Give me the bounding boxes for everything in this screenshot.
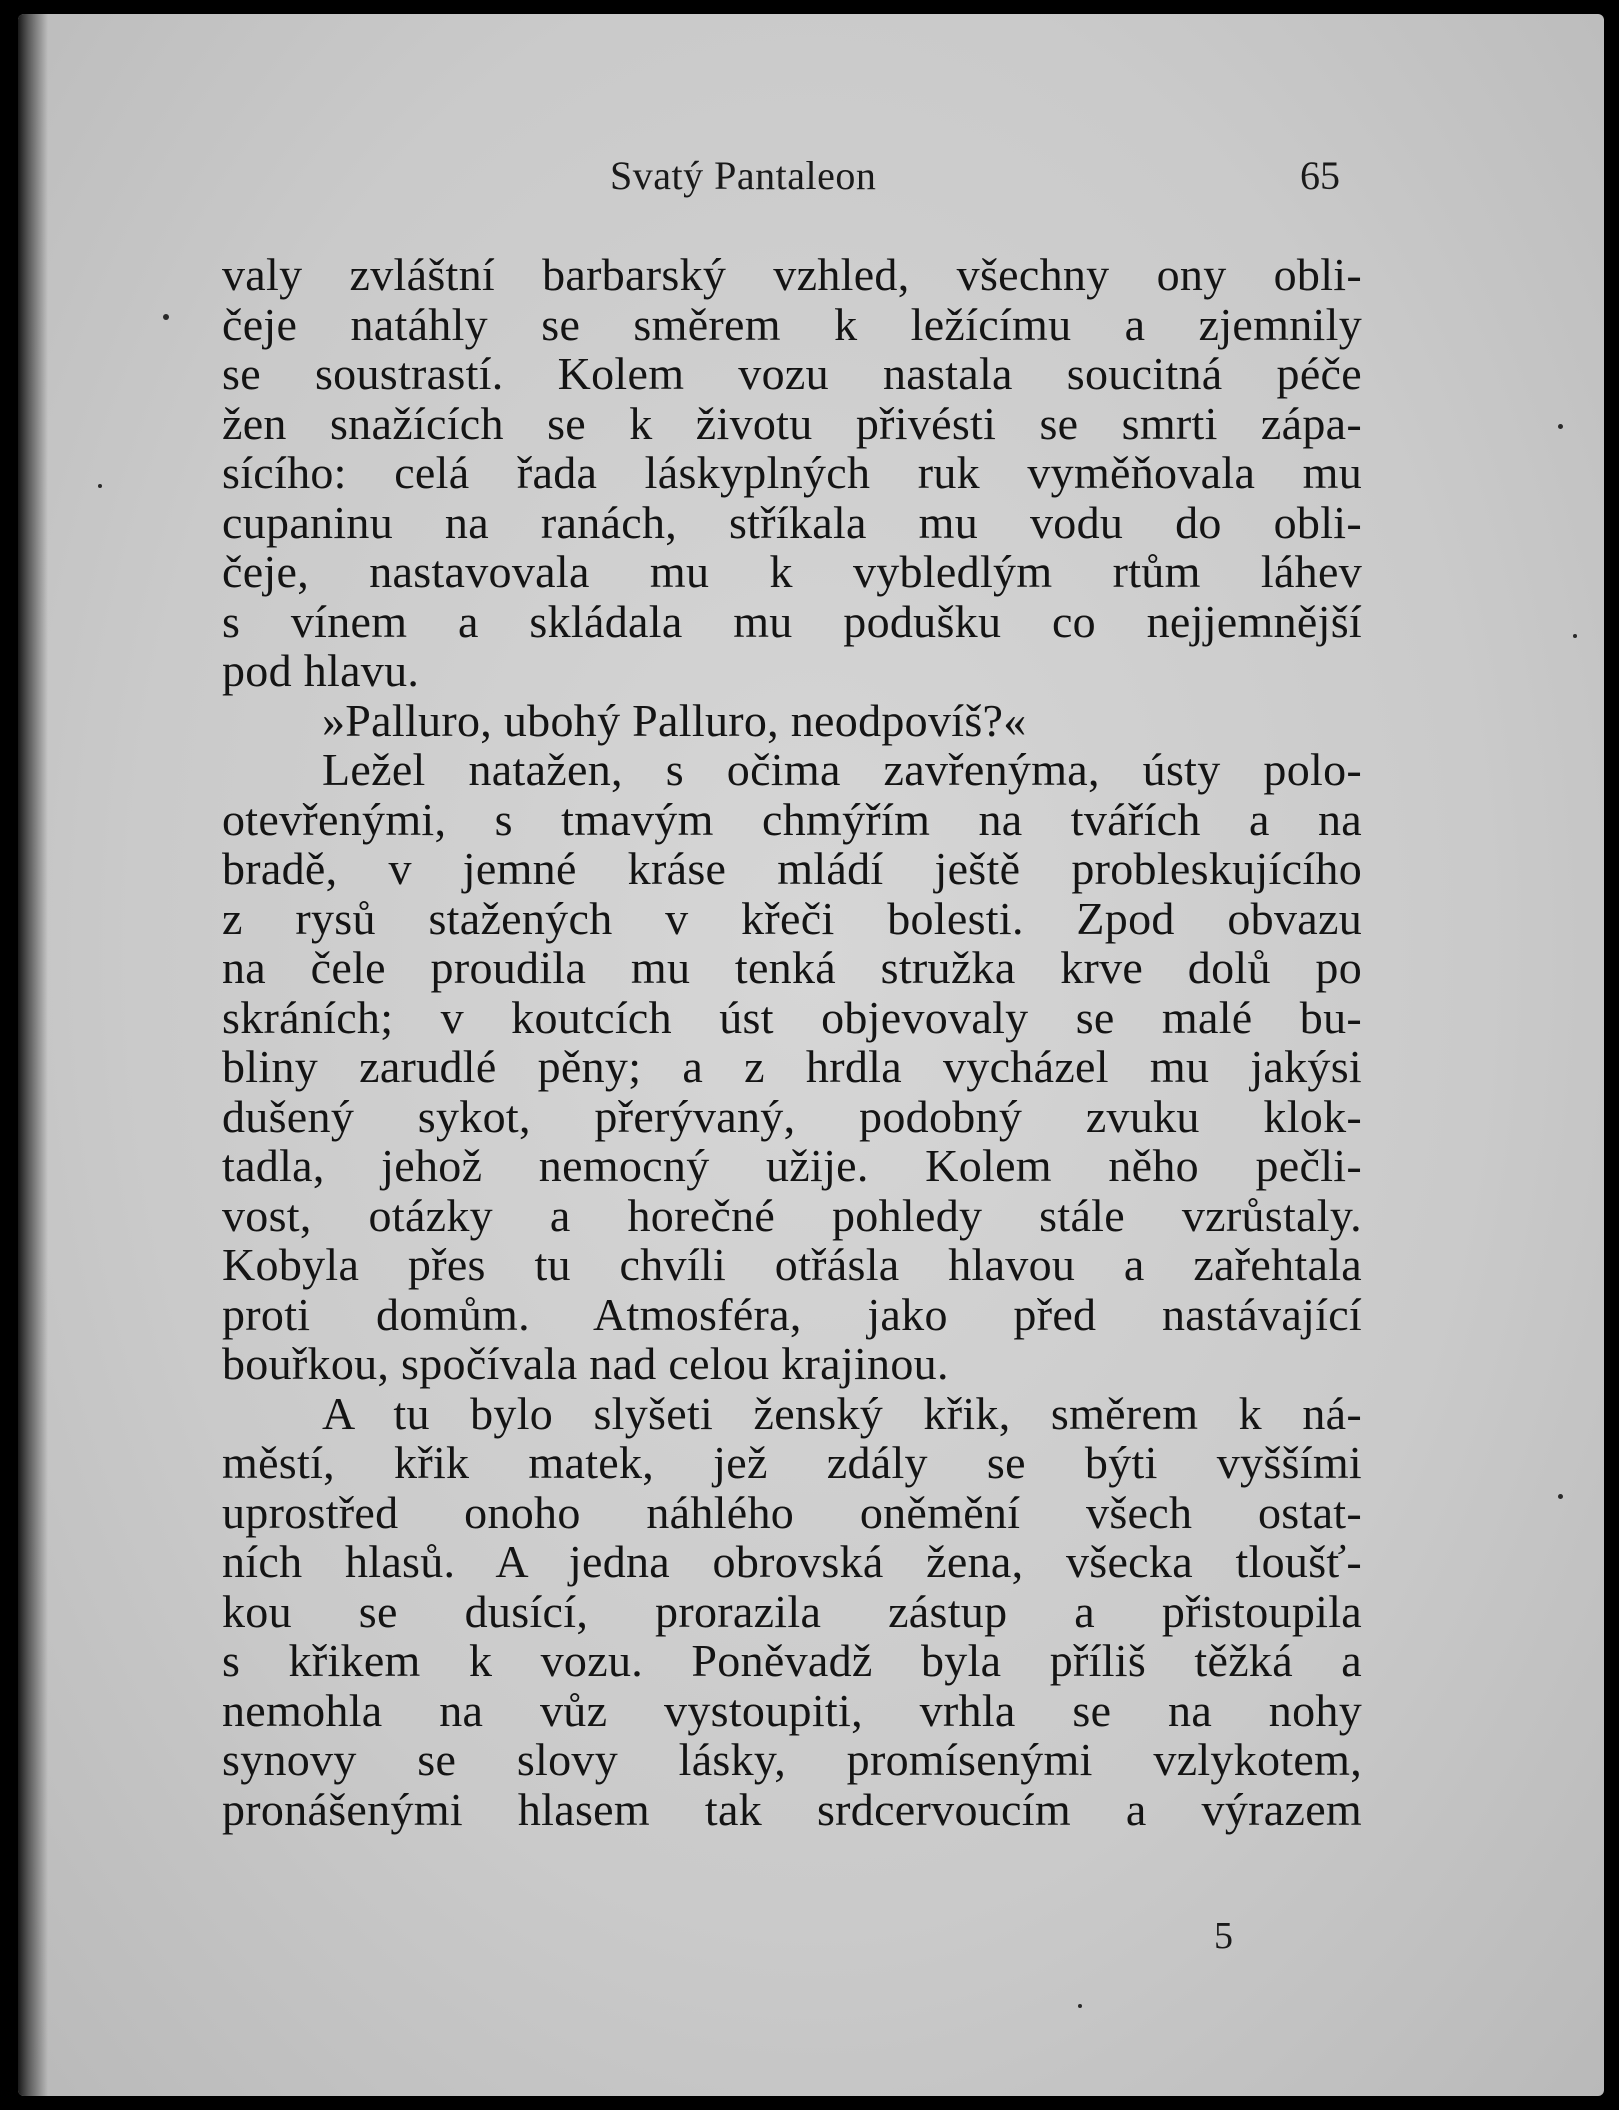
text-line: čeje natáhly se směrem k ležícímu a zjemnily — [222, 298, 1362, 350]
text-line: bouřkou, spočívala nad celou krajinou. — [222, 1338, 949, 1389]
text-line: se soustrastí. Kolem vozu nastala soucitná péče — [222, 348, 1362, 399]
text-line: proti domům. Atmosféra, jako před nastávající — [222, 1288, 1362, 1340]
text-line: Kobyla přes tu chvíli otřásla hlavou a zařehtala — [222, 1239, 1362, 1290]
text-line: skráních; v koutcích úst objevovaly se malé bu- — [222, 991, 1362, 1043]
text-line: uprostřed onoho náhlého oněmění všech ostat- — [222, 1486, 1362, 1538]
text-line: městí, křik matek, jež zdály se býti vyššími — [222, 1437, 1362, 1488]
scan-speck — [1573, 634, 1577, 638]
text-line: ních hlasů. A jedna obrovská žena, všecka tloušť- — [222, 1536, 1362, 1587]
text-line: Ležel natažen, s očima zavřenýma, ústy polo- — [322, 744, 1362, 795]
text-line: na čele proudila mu tenká stružka krve dolů po — [222, 942, 1362, 993]
scan-speck — [1558, 424, 1563, 429]
text-line: cupaninu na ranách, stříkala mu vodu do obli- — [222, 496, 1362, 548]
text-line: synovy se slovy lásky, promísenými vzlykotem, — [222, 1734, 1362, 1785]
text-line: čeje, nastavovala mu k vybledlým rtům láhev — [222, 546, 1362, 597]
text-line: s křikem k vozu. Poněvadž byla příliš těžká a — [222, 1635, 1362, 1686]
text-line: pod hlavu. — [222, 645, 420, 696]
book-page — [18, 14, 1604, 2096]
text-line: pronášenými hlasem tak srdcervoucím a výrazem — [222, 1783, 1362, 1835]
page-header — [18, 152, 1604, 212]
scan-speck — [163, 314, 169, 320]
text-line: sícího: celá řada láskyplných ruk vyměňovala mu — [222, 447, 1362, 498]
scan-speck — [98, 484, 102, 488]
text-line: A tu bylo slyšeti ženský křik, směrem k ná- — [322, 1387, 1362, 1439]
page-number: 65 — [1300, 153, 1340, 198]
scan-speck — [1078, 2004, 1082, 2008]
scan-speck — [1558, 1494, 1563, 1499]
text-line: z rysů stažených v křeči bolesti. Zpod obvazu — [222, 892, 1362, 944]
text-line: »Palluro, ubohý Palluro, neodpovíš?« — [322, 694, 1027, 746]
text-line: bliny zarudlé pěny; a z hrdla vycházel mu jakýsi — [222, 1041, 1362, 1092]
text-line: dušený sykot, přerývaný, podobný zvuku klok- — [222, 1090, 1362, 1142]
body-text — [222, 250, 1362, 1834]
text-line: bradě, v jemné kráse mládí ještě probleskujícího — [222, 843, 1362, 894]
text-line: s vínem a skládala mu podušku co nejjemnější — [222, 595, 1362, 647]
text-line: valy zvláštní barbarský vzhled, všechny ony obli- — [222, 249, 1362, 300]
page-spine-shadow — [18, 14, 48, 2096]
text-line: tadla, jehož nemocný užije. Kolem něho pečli- — [222, 1140, 1362, 1191]
text-line: otevřenými, s tmavým chmýřím na tvářích a na — [222, 793, 1362, 845]
text-line: vost, otázky a horečné pohledy stále vzrůstaly. — [222, 1189, 1362, 1241]
text-line: žen snažících se k životu přivésti se smrti zápa- — [222, 397, 1362, 449]
text-line: nemohla na vůz vystoupiti, vrhla se na nohy — [222, 1684, 1362, 1736]
signature-mark: 5 — [1214, 1915, 1233, 1957]
text-line: kou se dusící, prorazila zástup a přistoupila — [222, 1585, 1362, 1637]
running-head: Svatý Pantaleon — [610, 153, 877, 198]
